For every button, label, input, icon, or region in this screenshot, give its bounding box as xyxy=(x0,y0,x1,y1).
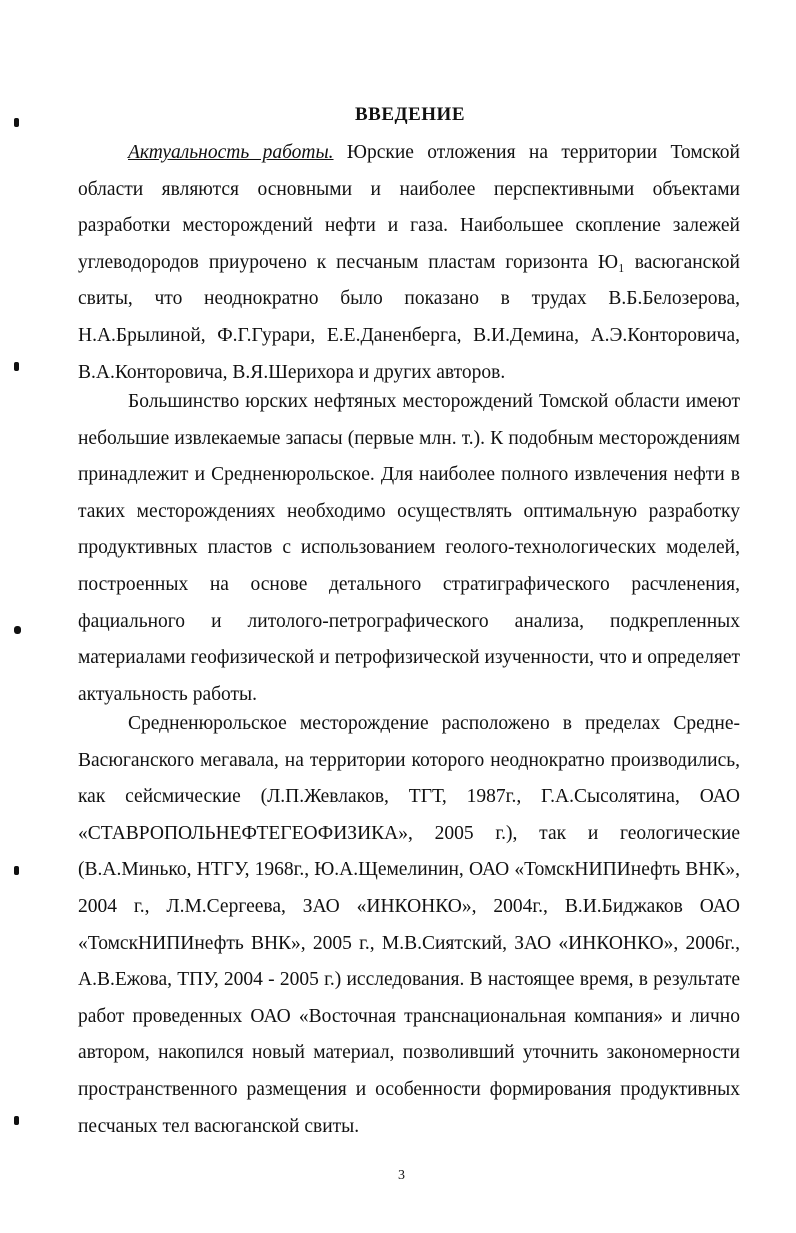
relevance-heading: Актуальность работы. xyxy=(128,142,334,163)
paragraph-text: Средненюрольское месторождение расположено в пределах Средне-Васюганского мегавала, на территории которого неоднократно производились, как сейсмические (Л.П.Жевлаков, ТГТ, 1987г., Г.А.Сысолятина, ОАО «СТАВРОПОЛЬНЕФТЕГЕОФИЗИКА», 2005 г.), так и геологические (В.А.Минько, НТГУ, 1968г., Ю.А.Щемелинин, ОАО «ТомскНИПИнефть ВНК», 2004 г., Л.М.Сергеева, ЗАО «ИНКОНКО», 2004г., В.И.Биджаков ОАО «ТомскНИПИнефть ВНК», 2005 г., М.В.Сиятский, ЗАО «ИНКОНКО», 2006г., А.В.Ежова, ТПУ, 2004 - 2005 г.) исследования. В настоящее время, в результате работ проведенных ОАО «Восточная транснациональная компания» и лично автором, накопился новый материал, позволивший уточнить закономерности пространственного размещения и особенности формирования продуктивных песчаных тел васюганской свиты. xyxy=(78,713,740,1137)
binding-mark xyxy=(14,362,19,371)
binding-mark xyxy=(14,1116,19,1125)
page-title: ВВЕДЕНИЕ xyxy=(355,104,465,125)
binding-mark xyxy=(14,866,19,875)
paragraph-fields xyxy=(78,384,740,713)
page-number: 3 xyxy=(398,1168,405,1183)
binding-mark xyxy=(14,626,21,634)
paragraph-research xyxy=(78,706,740,1145)
paragraph-text: Большинство юрских нефтяных месторождений Томской области имеют небольшие извлекаемые запасы (первые млн. т.). К подобным месторождениям принадлежит и Средненюрольское. Для наиболее полного извлечения нефти в таких месторождениях необходимо осуществлять оптимальную разработку продуктивных пластов с использованием геолого-технологических моделей, построенных на основе детального стратиграфического расчленения, фациального и литолого-петрографического анализа, подкрепленных материалами геофизической и петрофизической изученности, что и определяет актуальность работы. xyxy=(78,391,740,705)
paragraph-text: Юрские отложения на территории Томской области являются основными и наиболее перспективными объектами разработки месторождений нефти и газа. Наибольшее скопление залежей углеводородов приурочено к песчаным пластам горизонта Ю₁ васюганской свиты, что неоднократно было показано в трудах В.Б.Белозерова, Н.А.Брылиной, Ф.Г.Гурари, Е.Е.Даненберга, В.И.Демина, А.Э.Конторовича, В.А.Конторовича, В.Я.Шерихора и других авторов. xyxy=(78,142,740,383)
paragraph-relevance xyxy=(78,135,740,391)
